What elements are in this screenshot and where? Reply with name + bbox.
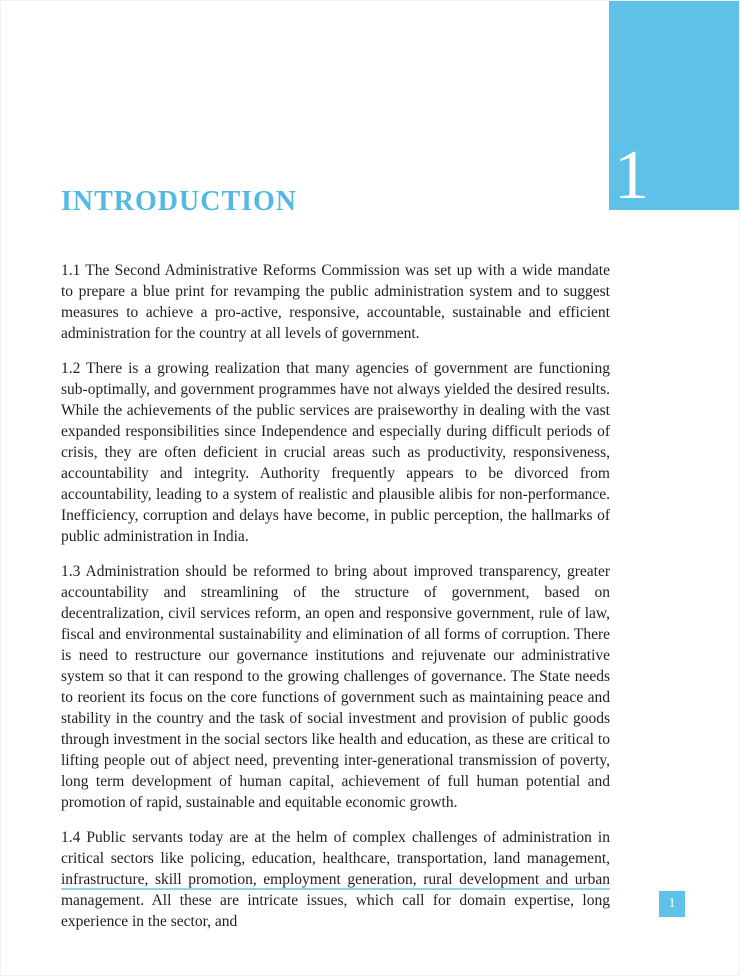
paragraph-1-4: 1.4 Public servants today are at the helm of complex challenges of administration in critical sectors like policing, education, healthcare, transportation, land management, infrastructure, skill promotion, employment generation, rural development and urban management. All these are intricate issues, which call for domain expertise, long experience in the sector, and — [61, 829, 610, 931]
paragraph-1-3: 1.3 Administration should be reformed to bring about improved transparency, greater accountability and streamlining of the structure of government, based on decentralization, civil services reform, an open and responsive government, rule of law, fiscal and environmental sustainability and elimination of all forms of corruption. There is need to restructure our governance institutions and rejuvenate our administrative system so that it can respond to the growing challenges of governance. The State needs to reorient its focus on the core functions of government such as maintaining peace and stability in the country and the task of social investment and provision of public goods through investment in the social sectors like health and education, as these are critical to lifting people out of abject need, preventing inter-generational transmission of poverty, long term development of human capital, achievement of full human potential and promotion of rapid, sustainable and equitable economic growth. — [61, 563, 610, 812]
chapter-number: 1 — [614, 136, 649, 214]
page-number: 1 — [668, 896, 676, 911]
footer-rule — [61, 888, 610, 890]
chapter-tab — [609, 1, 740, 214]
paragraph-1-2: 1.2 There is a growing realization that many agencies of government are functioning sub-optimally, and government programmes have not always yielded the desired results. While the achievements of the public services are praiseworthy in dealing with the vast expanded responsibilities since Independence and especially during difficult periods of crisis, they are often deficient in crucial areas such as productivity, responsiveness, accountability and integrity. Authority frequently appears to be divorced from accountability, leading to a system of realistic and plausible alibis for non-performance. Inefficiency, corruption and delays have become, in public perception, the hallmarks of public administration in India. — [61, 360, 610, 546]
page-content — [61, 187, 610, 946]
chapter-title: INTRODUCTION — [61, 186, 298, 217]
paragraph-1-1: 1.1 The Second Administrative Reforms Commission was set up with a wide mandate to prepare a blue print for revamping the public administration system and to suggest measures to achieve a pro-active, responsive, accountable, sustainable and efficient administration for the country at all levels of government. — [61, 262, 610, 343]
page-number-badge — [659, 891, 685, 917]
